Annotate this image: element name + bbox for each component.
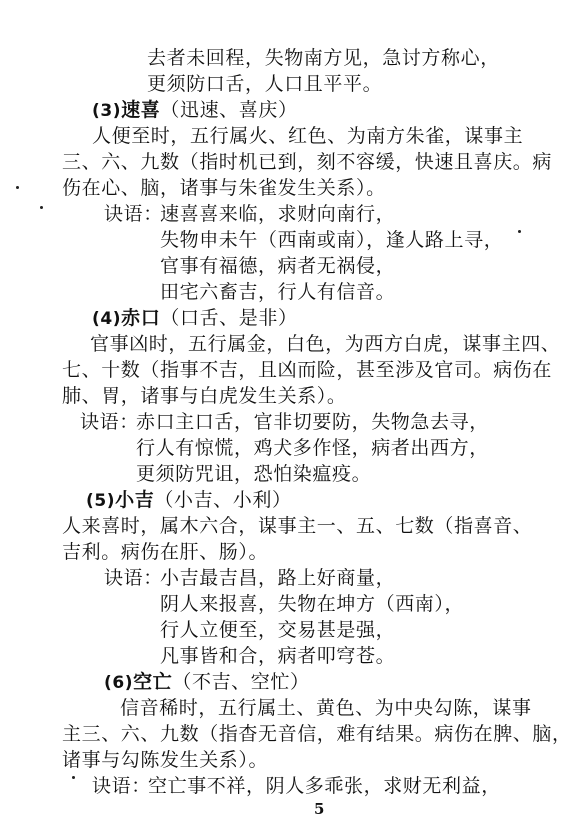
page-number: 5: [314, 800, 325, 818]
section-subtitle: （不吉、空忙）: [172, 671, 310, 693]
verse-line: 失物申未午（西南或南），逢人路上寻，: [160, 229, 504, 251]
section-body-line: 吉利。病伤在肝、肠）。: [62, 541, 269, 563]
scan-speck: [40, 206, 43, 209]
section-body-line: 三、六、九数（指时机已到，刻不容缓，快速且喜庆。病: [62, 151, 553, 173]
section-heading-kongwang: [104, 670, 310, 695]
verse-label: 诀语：: [80, 411, 139, 433]
intro-verse-line-2: 更须防口舌，人口且平平。: [147, 73, 383, 95]
verse-line: 速喜喜来临，求财向南行，: [160, 203, 396, 225]
section-body-line: 诸事与勾陈发生关系）。: [62, 749, 269, 771]
verse-line: 空亡事不祥，阴人多乖张，求财无利益，: [148, 775, 501, 797]
section-body-line: 人便至时，五行属火、红色、为南方朱雀，谋事主: [92, 125, 524, 147]
verse-line: 官事有福德，病者无祸侵，: [160, 255, 396, 277]
section-number: (5): [86, 491, 116, 511]
intro-verse-line-1: 去者未回程，失物南方见，急讨方称心，: [147, 47, 500, 69]
section-title: 赤口: [121, 307, 161, 329]
section-title: 空亡: [133, 671, 173, 693]
section-body-line: 官事凶时，五行属金，白色，为西方白虎，谋事主四、: [90, 333, 561, 355]
verse-line: 赤口主口舌，官非切要防，失物急去寻，: [136, 411, 489, 433]
scan-speck: [518, 230, 521, 233]
section-body-line: 七、十数（指事不吉，且凶而险，甚至涉及官司。病伤在: [62, 359, 553, 381]
verse-line: 行人立便至，交易甚是强，: [160, 619, 396, 641]
verse-line: 田宅六畜吉，行人有信音。: [160, 281, 396, 303]
verse-line: 更须防咒诅，恐怕染瘟疫。: [136, 463, 372, 485]
verse-line: 行人有惊慌，鸡犬多作怪，病者出西方，: [136, 437, 489, 459]
scan-speck: [72, 776, 75, 779]
section-title: 速喜: [121, 99, 161, 121]
verse-label: 诀语：: [104, 567, 163, 589]
section-number: (4): [92, 309, 122, 329]
scan-speck: [16, 186, 19, 189]
verse-label: 诀语：: [104, 203, 163, 225]
section-body-line: 肺、胃，诸事与白虎发生关系）。: [62, 385, 347, 407]
section-body-line: 主三、六、九数（指杳无音信，难有结果。病伤在脾、脑，: [62, 723, 572, 745]
section-number: (6): [104, 673, 134, 693]
section-heading-chikou: [92, 306, 298, 331]
section-subtitle: （小吉、小利）: [154, 489, 292, 511]
section-subtitle: （口舌、是非）: [160, 307, 298, 329]
section-heading-suxi: [92, 98, 298, 123]
section-body-line: 信音稀时，五行属土、黄色、为中央勾陈，谋事: [120, 697, 532, 719]
section-body-line: 伤在心、脑，诸事与朱雀发生关系）。: [62, 177, 386, 199]
verse-line: 小吉最吉昌，路上好商量，: [160, 567, 396, 589]
verse-label: 诀语：: [92, 775, 151, 797]
section-title: 小吉: [115, 489, 155, 511]
section-body-line: 人来喜时，属木六合，谋事主一、五、七数（指喜音、: [62, 515, 533, 537]
section-number: (3): [92, 101, 122, 121]
verse-line: 阴人来报喜，失物在坤方（西南），: [160, 593, 465, 615]
verse-line: 凡事皆和合，病者叩穹苍。: [160, 645, 396, 667]
section-subtitle: （迅速、喜庆）: [160, 99, 298, 121]
section-heading-xiaoji: [86, 488, 292, 513]
